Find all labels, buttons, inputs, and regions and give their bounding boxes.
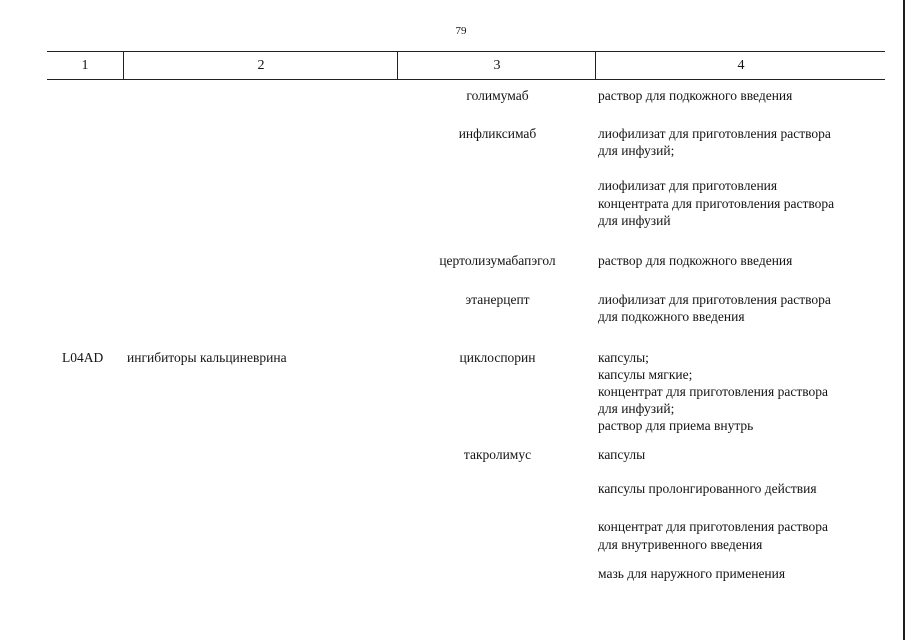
table-header (47, 51, 885, 80)
dosage-form: капсулы пролонгированного действия (598, 481, 817, 496)
drug-name: циклоспорин (459, 350, 536, 365)
dosage-form: для инфузий; (598, 143, 675, 158)
header-cell-4: 4 (595, 52, 886, 79)
dosage-form: капсулы (598, 447, 646, 462)
atc-group-name: ингибиторы кальциневрина (127, 350, 287, 365)
header-cell-2: 2 (123, 52, 398, 79)
dosage-form: лиофилизат для приготовления раствора (598, 292, 831, 307)
dosage-form: мазь для наружного применения (598, 566, 786, 581)
page-number: 79 (455, 25, 467, 37)
dosage-form: раствор для подкожного введения (598, 253, 793, 268)
drug-name: цертолизумабапэгол (439, 253, 556, 268)
drug-name: голимумаб (466, 88, 529, 103)
dosage-form: лиофилизат для приготовления раствора (598, 126, 831, 141)
drug-name: такролимус (463, 447, 532, 462)
drug-name: этанерцепт (465, 292, 530, 307)
dosage-form: для инфузий; (598, 401, 675, 416)
atc-code: L04AD (62, 350, 104, 365)
dosage-form: для подкожного введения (598, 309, 745, 324)
dosage-form: раствор для подкожного введения (598, 88, 793, 103)
dosage-form: лиофилизат для приготовления (598, 178, 778, 193)
dosage-form: для внутривенного введения (598, 537, 763, 552)
dosage-form: раствор для приема внутрь (598, 418, 754, 433)
dosage-form: концентрат для приготовления раствора (598, 519, 829, 534)
drug-name: инфликсимаб (458, 126, 537, 141)
dosage-form: для инфузий (598, 213, 671, 228)
dosage-form: капсулы; (598, 350, 649, 365)
header-cell-3: 3 (397, 52, 596, 79)
dosage-form: капсулы мягкие; (598, 367, 693, 382)
dosage-form: концентрат для приготовления раствора (598, 384, 829, 399)
header-cell-1: 1 (81, 58, 89, 73)
dosage-form: концентрата для приготовления раствора (598, 196, 835, 211)
